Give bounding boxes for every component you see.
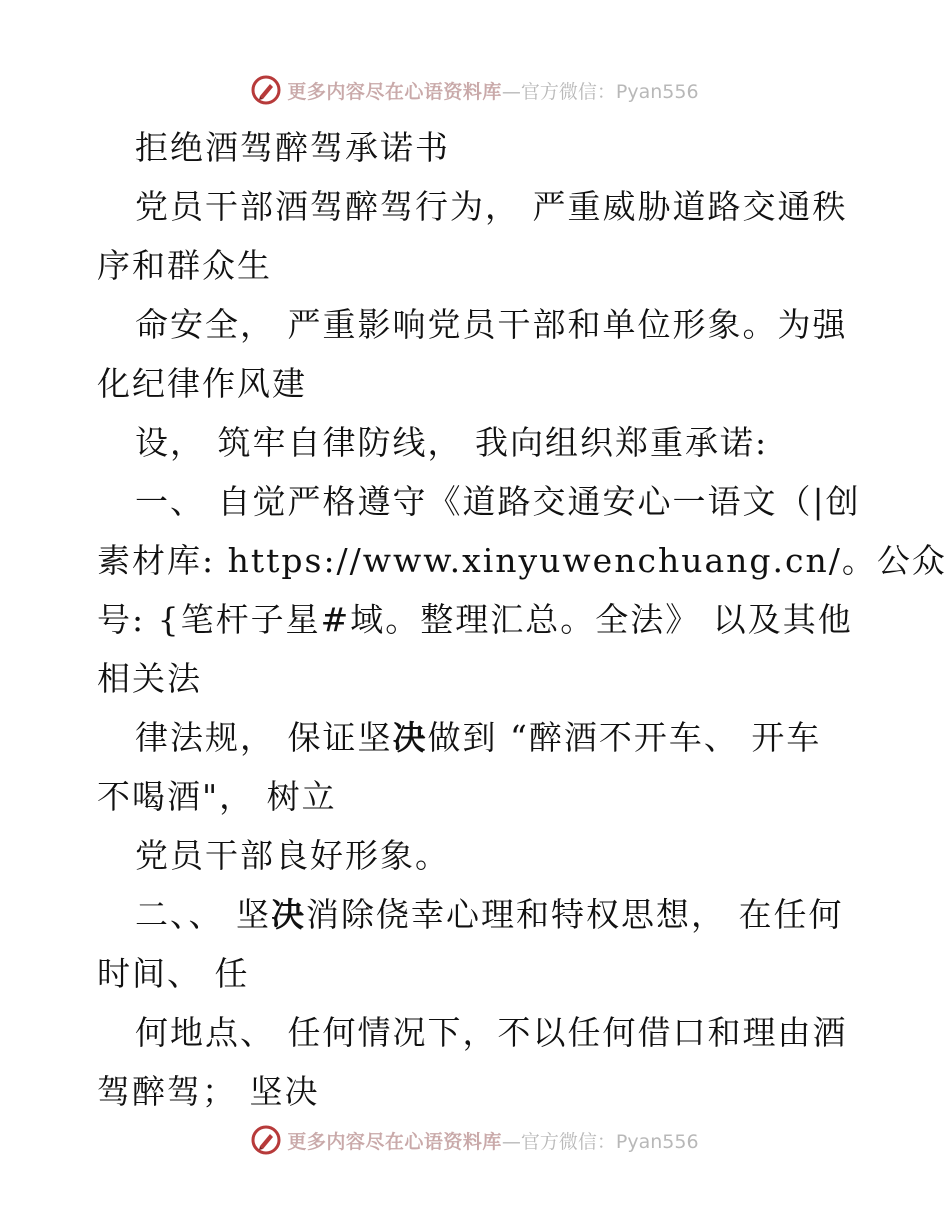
text-run: 消除侥幸心理和特权思想， 在任何 bbox=[306, 895, 844, 934]
document-body bbox=[97, 118, 947, 1121]
paragraph-line: 化纪律作风建 bbox=[97, 364, 307, 403]
paragraph-line: 命安全， 严重影响党员干部和单位形象。为强 bbox=[135, 305, 848, 344]
paragraph-line: 号: {笔杆子星#域。整理汇总。全法》 以及其他 bbox=[97, 600, 853, 639]
text-run-bold: 决 bbox=[392, 718, 428, 757]
document-title: 拒绝酒驾醉驾承诺书 bbox=[135, 128, 450, 167]
banner-brand-text: 更多内容尽在心语资料库 bbox=[287, 80, 502, 103]
banner-brand-text: 更多内容尽在心语资料库 bbox=[287, 1130, 502, 1153]
banner-wechat-text: —官方微信：Pyan556 bbox=[501, 1130, 699, 1153]
footer-banner bbox=[0, 1120, 950, 1160]
text-run: 二、、 坚 bbox=[135, 895, 271, 934]
paragraph-line: 何地点、 任何情况下，不以任何借口和理由酒 bbox=[135, 1013, 848, 1052]
paragraph-line: 驾醉驾； 坚决 bbox=[97, 1072, 320, 1111]
paragraph-line: 序和群众生 bbox=[97, 246, 272, 285]
paragraph-line bbox=[97, 885, 857, 944]
paragraph-line: 不喝酒"， 树立 bbox=[97, 777, 337, 816]
pen-logo-icon bbox=[251, 75, 281, 105]
paragraph-line: 党员干部良好形象。 bbox=[135, 836, 450, 875]
paragraph-line: 一、 自觉严格遵守《道路交通安心一语文（|创 bbox=[135, 482, 861, 521]
pen-logo-icon bbox=[251, 1125, 281, 1155]
text-run: 律法规， 保证坚 bbox=[135, 718, 393, 757]
paragraph-line: 时间、 任 bbox=[97, 954, 250, 993]
header-banner bbox=[0, 70, 950, 110]
paragraph-line: 相关法 bbox=[97, 659, 202, 698]
text-run-bold: 决 bbox=[271, 895, 306, 934]
paragraph-line bbox=[97, 708, 857, 767]
banner-wechat-text: —官方微信：Pyan556 bbox=[501, 80, 699, 103]
text-run: 做到 “醉酒不开车、 开车 bbox=[427, 718, 822, 757]
paragraph-line: 素材库: https://www.xinyuwenchuang.cn/。公众 bbox=[97, 541, 947, 580]
paragraph-line: 党员干部酒驾醉驾行为， 严重威胁道路交通秩 bbox=[135, 187, 848, 226]
paragraph-line: 设， 筑牢自律防线， 我向组织郑重承诺: bbox=[135, 423, 769, 462]
